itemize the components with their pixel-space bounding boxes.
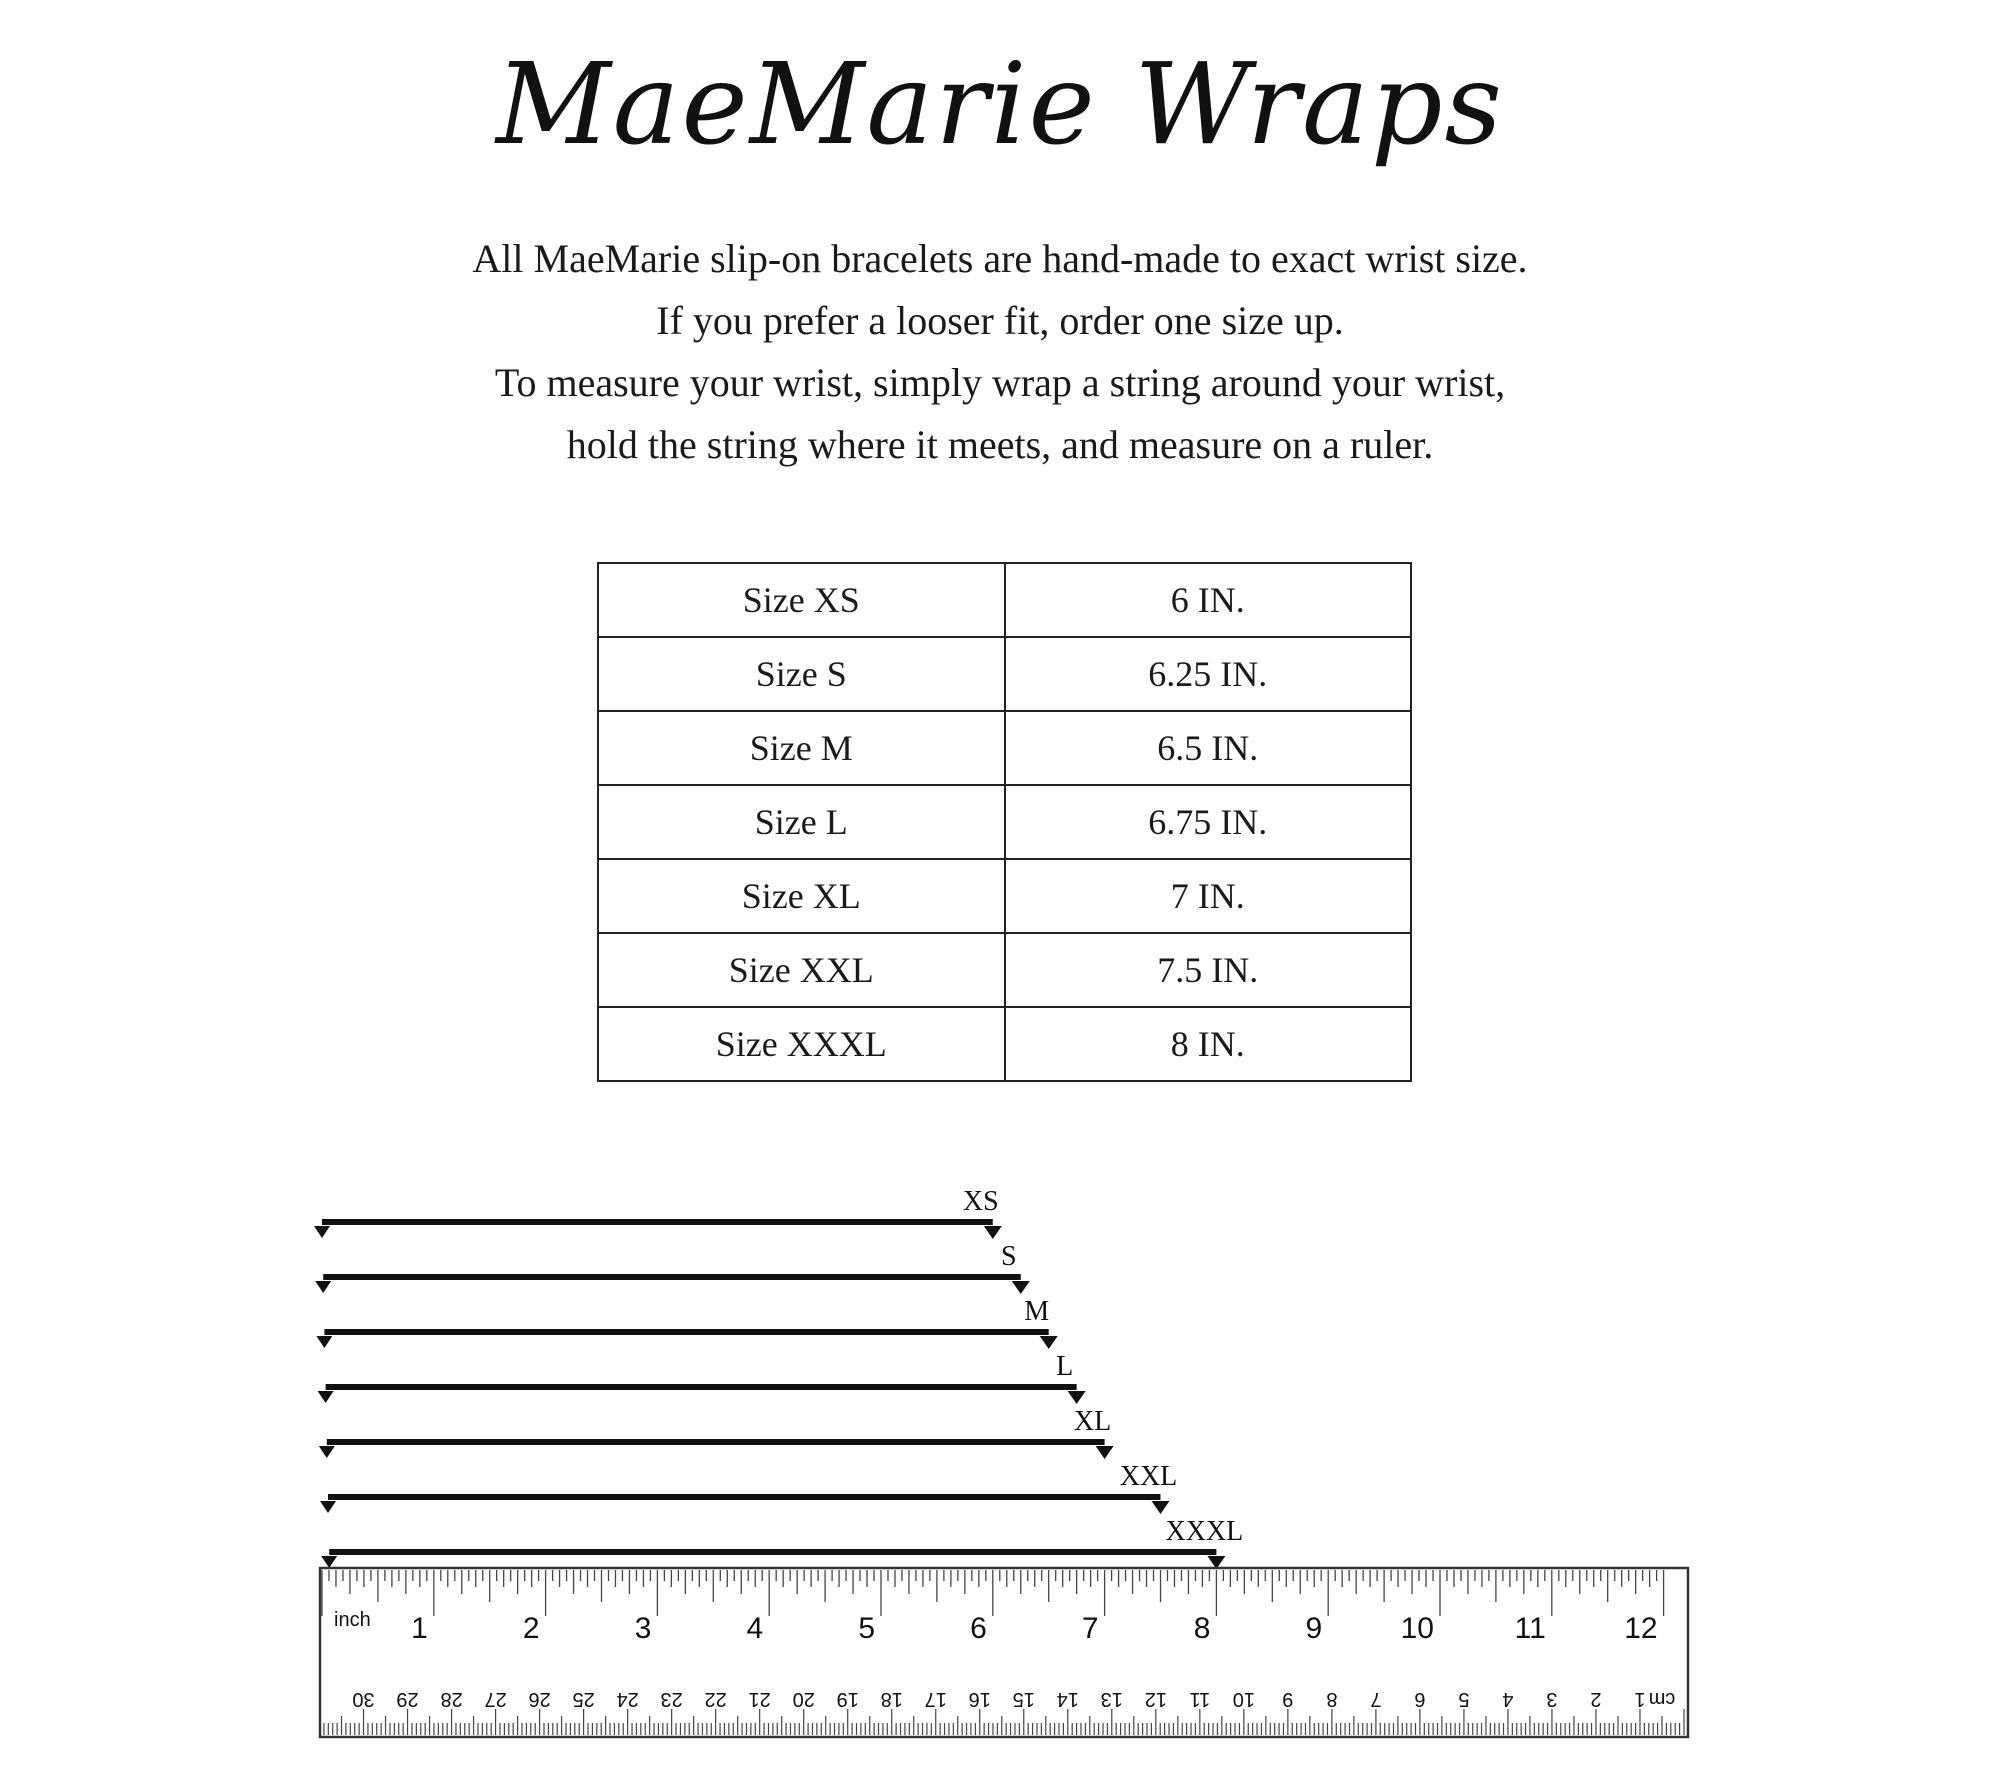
cm-number: 19 xyxy=(836,1688,859,1710)
arrow-down-icon xyxy=(319,1446,335,1458)
intro-line-4: hold the string where it meets, and measure on a ruler. xyxy=(566,422,1434,467)
inch-number: 4 xyxy=(746,1612,764,1645)
inch-unit-label: inch xyxy=(334,1609,371,1631)
guide-label: L xyxy=(1056,1351,1074,1382)
guide-line-l xyxy=(318,1351,1086,1404)
inch-number: 6 xyxy=(970,1612,987,1645)
length-cell: 6.75 IN. xyxy=(1005,785,1412,859)
cm-number: 5 xyxy=(1458,1688,1470,1710)
arrow-down-icon xyxy=(318,1391,334,1403)
inch-number: 3 xyxy=(634,1612,652,1645)
inch-number: 5 xyxy=(858,1612,875,1645)
cm-number: 29 xyxy=(396,1688,419,1710)
cm-number: 24 xyxy=(616,1688,639,1710)
cm-number: 28 xyxy=(440,1688,463,1710)
cm-number: 12 xyxy=(1144,1688,1167,1710)
size-cell: Size L xyxy=(598,785,1005,859)
arrow-down-icon xyxy=(320,1501,336,1513)
inch-number: 1 xyxy=(411,1612,428,1645)
arrow-down-icon xyxy=(1040,1336,1058,1349)
guide-label: XXXL xyxy=(1165,1516,1244,1547)
cm-number: 14 xyxy=(1056,1688,1079,1710)
table-row xyxy=(598,711,1411,785)
cm-number: 1 xyxy=(1634,1688,1646,1710)
size-cell: Size XL xyxy=(598,859,1005,933)
inch-number: 10 xyxy=(1400,1612,1434,1645)
inch-number: 2 xyxy=(522,1612,540,1645)
length-cell: 7 IN. xyxy=(1005,859,1412,933)
inch-number: 9 xyxy=(1305,1612,1323,1645)
cm-number: 20 xyxy=(792,1688,815,1710)
length-cell: 6.25 IN. xyxy=(1005,637,1412,711)
intro-line-1: All MaeMarie slip-on bracelets are hand-made to exact wrist size. xyxy=(472,236,1528,281)
arrow-down-icon xyxy=(315,1281,331,1293)
brand-title: MaeMarie Wraps xyxy=(496,40,1504,170)
cm-number: 25 xyxy=(572,1688,595,1710)
guide-line-xs xyxy=(314,1186,1002,1239)
guide-label: XXL xyxy=(1119,1461,1178,1492)
length-cell: 7.5 IN. xyxy=(1005,933,1412,1007)
intro-line-2: If you prefer a looser fit, order one size up. xyxy=(656,298,1344,343)
arrow-down-icon xyxy=(1012,1281,1030,1294)
size-cell: Size XXXL xyxy=(598,1007,1005,1081)
cm-number: 7 xyxy=(1370,1688,1382,1710)
length-cell: 6 IN. xyxy=(1005,563,1412,637)
table-row xyxy=(598,859,1411,933)
arrow-down-icon xyxy=(321,1556,337,1568)
cm-number: 23 xyxy=(660,1688,683,1710)
cm-number: 27 xyxy=(484,1688,507,1710)
guide-label: XS xyxy=(962,1186,999,1217)
guide-line-m xyxy=(316,1296,1057,1349)
cm-number: 10 xyxy=(1232,1688,1255,1710)
arrow-down-icon xyxy=(1096,1446,1114,1459)
cm-number: 2 xyxy=(1590,1688,1602,1710)
cm-number: 22 xyxy=(704,1688,727,1710)
ruler xyxy=(320,1568,1688,1737)
cm-number: 8 xyxy=(1326,1688,1338,1710)
arrow-down-icon xyxy=(314,1226,330,1238)
cm-unit-label: cm xyxy=(1648,1688,1676,1710)
cm-number: 3 xyxy=(1546,1688,1558,1710)
cm-number: 13 xyxy=(1100,1688,1123,1710)
guide-line-xl xyxy=(319,1406,1114,1459)
table-row xyxy=(598,563,1411,637)
length-cell: 8 IN. xyxy=(1005,1007,1412,1081)
table-row xyxy=(598,933,1411,1007)
cm-number: 16 xyxy=(968,1688,991,1710)
size-cell: Size S xyxy=(598,637,1005,711)
size-cell: Size XXL xyxy=(598,933,1005,1007)
table-row xyxy=(598,1007,1411,1081)
cm-number: 6 xyxy=(1414,1688,1426,1710)
arrow-down-icon xyxy=(316,1336,332,1348)
cm-number: 21 xyxy=(748,1688,771,1710)
table-row xyxy=(598,785,1411,859)
inch-number: 8 xyxy=(1193,1612,1211,1645)
arrow-down-icon xyxy=(984,1226,1002,1239)
cm-number: 4 xyxy=(1502,1688,1514,1710)
cm-number: 30 xyxy=(352,1688,375,1710)
arrow-down-icon xyxy=(1068,1391,1086,1404)
guide-label: M xyxy=(1024,1296,1050,1327)
size-cell: Size M xyxy=(598,711,1005,785)
table-row xyxy=(598,637,1411,711)
intro-text xyxy=(200,228,1800,476)
ruler-diagram xyxy=(0,1160,2000,1760)
cm-number: 26 xyxy=(528,1688,551,1710)
guide-line-s xyxy=(315,1241,1030,1294)
inch-number: 7 xyxy=(1081,1612,1099,1645)
length-cell: 6.5 IN. xyxy=(1005,711,1412,785)
size-cell: Size XS xyxy=(598,563,1005,637)
cm-number: 18 xyxy=(880,1688,903,1710)
arrow-down-icon xyxy=(1152,1501,1170,1514)
size-table xyxy=(597,562,1412,1082)
guide-line-xxxl xyxy=(321,1516,1243,1569)
cm-number: 15 xyxy=(1012,1688,1035,1710)
cm-number: 9 xyxy=(1282,1688,1294,1710)
guide-line-xxl xyxy=(320,1461,1177,1514)
size-guide-lines xyxy=(314,1186,1243,1569)
guide-label: XL xyxy=(1073,1406,1112,1437)
cm-number: 17 xyxy=(924,1688,947,1710)
intro-line-3: To measure your wrist, simply wrap a string around your wrist, xyxy=(494,360,1506,405)
inch-number: 11 xyxy=(1514,1612,1546,1645)
guide-label: S xyxy=(1000,1241,1017,1272)
ruler-body xyxy=(320,1568,1688,1737)
inch-number: 12 xyxy=(1624,1612,1658,1645)
cm-number: 11 xyxy=(1189,1688,1211,1710)
